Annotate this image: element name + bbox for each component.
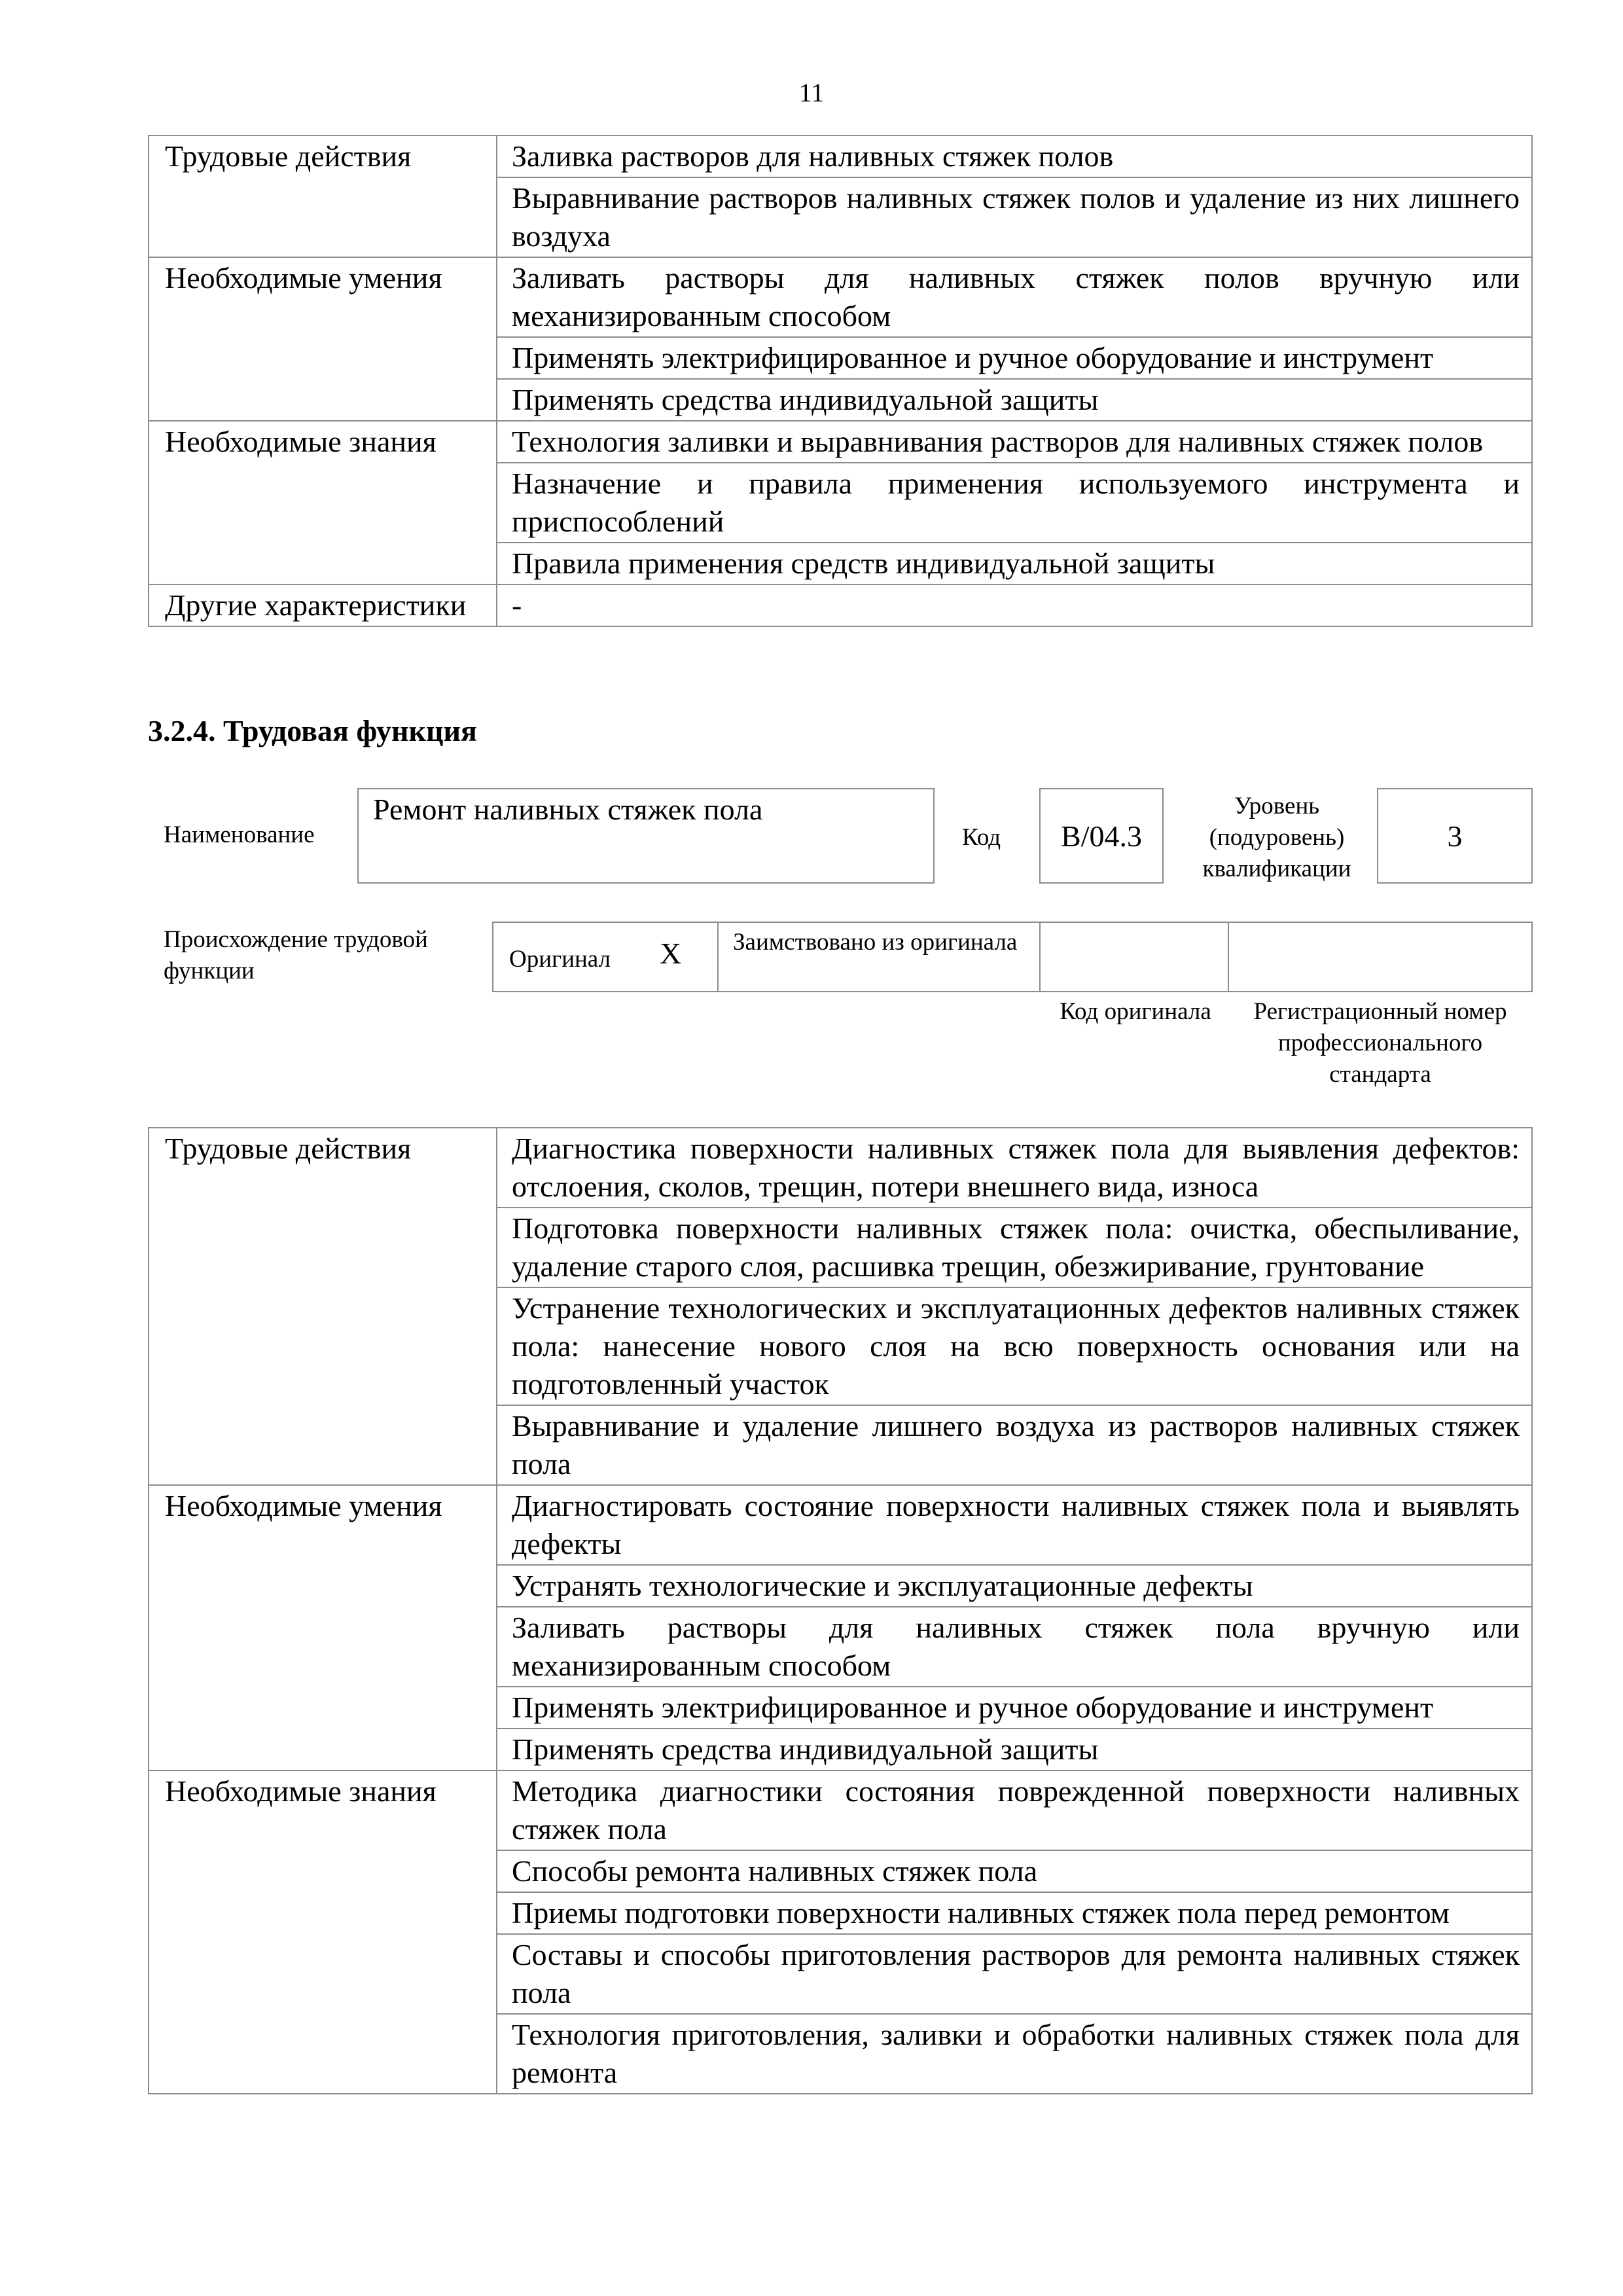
row-label: Трудовые действия (149, 1128, 497, 1485)
requirements-table-repair (148, 1127, 1533, 2094)
table-row (149, 257, 1532, 337)
row-value: Выравнивание и удаление лишнего воздуха из растворов наливных стяжек пола (497, 1405, 1532, 1485)
code-label: Код (962, 824, 1001, 851)
qualification-level-box (1377, 788, 1533, 884)
table-row (149, 421, 1532, 463)
row-value: Диагностика поверхности наливных стяжек пола для выявления дефектов: отслоения, сколов, трещин, потери внешнего вида, износа (497, 1128, 1532, 1208)
row-value: Подготовка поверхности наливных стяжек пола: очистка, обеспыливание, удаление старого слоя, расшивка трещин, обезжиривание, грунтование (497, 1208, 1532, 1287)
row-label: Необходимые умения (149, 257, 497, 421)
row-value: Приемы подготовки поверхности наливных стяжек пола перед ремонтом (497, 1892, 1532, 1934)
row-value: Технология заливки и выравнивания растворов для наливных стяжек полов (497, 421, 1532, 463)
row-value: Заливать растворы для наливных стяжек полов вручную или механизированным способом (497, 257, 1532, 337)
row-value: Применять электрифицированное и ручное оборудование и инструмент (497, 337, 1532, 379)
row-label: Трудовые действия (149, 135, 497, 257)
qualification-level-value: 3 (1447, 819, 1463, 853)
row-value: Применять электрифицированное и ручное оборудование и инструмент (497, 1687, 1532, 1729)
original-cell (492, 922, 719, 992)
row-value: - (497, 584, 1532, 626)
original-label: Оригинал (509, 946, 611, 973)
registration-number-cell (1228, 922, 1533, 992)
code-value-box (1039, 788, 1164, 884)
name-label: Наименование (164, 821, 315, 848)
row-value: Устранять технологические и эксплуатационные дефекты (497, 1565, 1532, 1607)
table-row (149, 584, 1532, 626)
borrowed-cell (717, 922, 1041, 992)
row-value: Заливать растворы для наливных стяжек пола вручную или механизированным способом (497, 1607, 1532, 1687)
section-heading: 3.2.4. Трудовая функция (148, 714, 477, 747)
row-value: Применять средства индивидуальной защиты (497, 379, 1532, 421)
row-label: Необходимые знания (149, 421, 497, 584)
row-value: Составы и способы приготовления растворов для ремонта наливных стяжек пола (497, 1934, 1532, 2014)
row-value: Устранение технологических и эксплуатационных дефектов наливных стяжек пола: нанесение нового слоя на всю поверхность основания или на подготовленный участок (497, 1287, 1532, 1405)
row-value: Правила применения средств индивидуальной защиты (497, 543, 1532, 584)
row-value: Технология приготовления, заливки и обработки наливных стяжек пола для ремонта (497, 2014, 1532, 2094)
row-value: Диагностировать состояние поверхности наливных стяжек пола и выявлять дефекты (497, 1485, 1532, 1565)
row-value: Методика диагностики состояния поврежденной поверхности наливных стяжек пола (497, 1770, 1532, 1850)
row-value: Применять средства индивидуальной защиты (497, 1729, 1532, 1770)
original-mark: X (660, 937, 682, 970)
row-value: Способы ремонта наливных стяжек пола (497, 1850, 1532, 1892)
table-row (149, 1128, 1532, 1208)
requirements-table-previous (148, 135, 1533, 627)
row-label: Другие характеристики (149, 584, 497, 626)
page-number: 11 (798, 78, 825, 107)
name-value-box (357, 788, 935, 884)
registration-number-caption: Регистрационный номер профессионального стандарта (1253, 998, 1507, 1088)
row-label: Необходимые умения (149, 1485, 497, 1770)
table-row (149, 1485, 1532, 1565)
table-row (149, 1770, 1532, 1850)
row-label: Необходимые знания (149, 1770, 497, 2094)
original-code-caption: Код оригинала (1060, 998, 1211, 1025)
qualification-level-label: Уровень (подуровень) квалификации (1202, 793, 1351, 882)
original-code-cell (1039, 922, 1229, 992)
row-value: Назначение и правила применения используемого инструмента и приспособлений (497, 463, 1532, 543)
origin-label: Происхождение трудовой функции (164, 926, 428, 984)
borrowed-label: Заимствовано из оригинала (733, 929, 1018, 956)
name-value: Ремонт наливных стяжек пола (373, 793, 763, 826)
row-value: Выравнивание растворов наливных стяжек полов и удаление из них лишнего воздуха (497, 177, 1532, 257)
row-value: Заливка растворов для наливных стяжек полов (497, 135, 1532, 177)
code-value: B/04.3 (1061, 819, 1142, 853)
table-row (149, 135, 1532, 177)
